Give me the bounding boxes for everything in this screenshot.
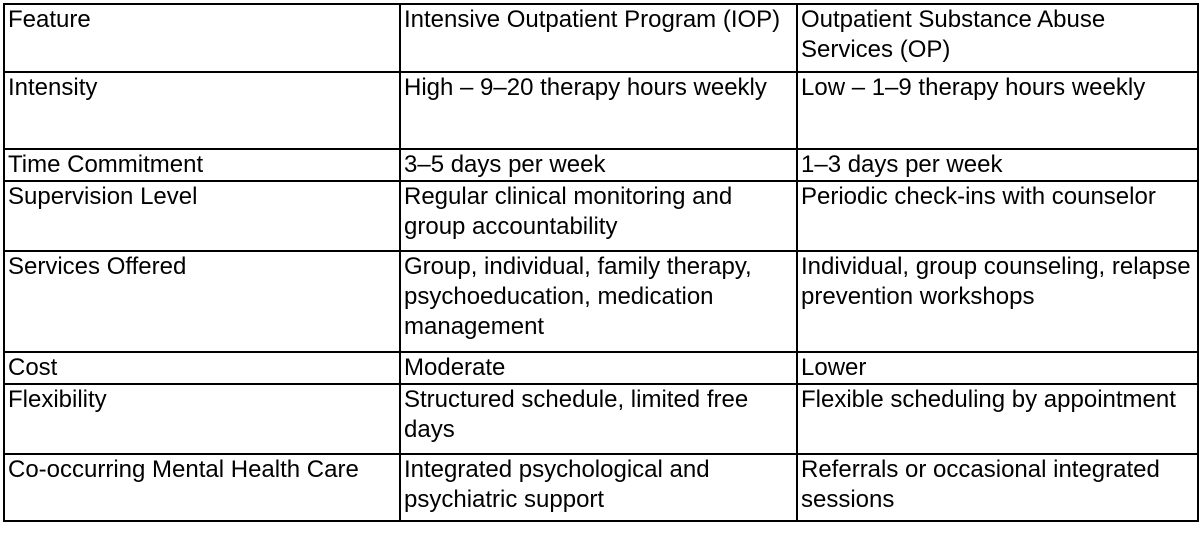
iop-cell: High – 9–20 therapy hours weekly xyxy=(400,72,797,149)
iop-cell: Structured schedule, limited free days xyxy=(400,384,797,454)
feature-cell: Flexibility xyxy=(4,384,400,454)
table-row xyxy=(4,181,1198,251)
feature-cell: Time Commitment xyxy=(4,149,400,181)
iop-cell: Integrated psychological and psychiatric support xyxy=(400,454,797,521)
op-cell: Periodic check-ins with counselor xyxy=(797,181,1198,251)
op-cell: Low – 1–9 therapy hours weekly xyxy=(797,72,1198,149)
table-row xyxy=(4,72,1198,149)
feature-cell: Cost xyxy=(4,352,400,384)
iop-cell: Group, individual, family therapy, psychoeducation, medication management xyxy=(400,251,797,352)
feature-cell: Intensity xyxy=(4,72,400,149)
iop-cell: Regular clinical monitoring and group accountability xyxy=(400,181,797,251)
feature-cell: Services Offered xyxy=(4,251,400,352)
header-cell-op: Outpatient Substance Abuse Services (OP) xyxy=(797,4,1198,72)
op-cell: 1–3 days per week xyxy=(797,149,1198,181)
comparison-table xyxy=(3,3,1199,522)
table-row xyxy=(4,251,1198,352)
op-cell: Individual, group counseling, relapse prevention workshops xyxy=(797,251,1198,352)
feature-cell: Supervision Level xyxy=(4,181,400,251)
table-row xyxy=(4,384,1198,454)
table-row xyxy=(4,149,1198,181)
op-cell: Lower xyxy=(797,352,1198,384)
table-row xyxy=(4,352,1198,384)
iop-cell: 3–5 days per week xyxy=(400,149,797,181)
op-cell: Flexible scheduling by appointment xyxy=(797,384,1198,454)
table-row xyxy=(4,454,1198,521)
op-cell: Referrals or occasional integrated sessions xyxy=(797,454,1198,521)
header-cell-iop: Intensive Outpatient Program (IOP) xyxy=(400,4,797,72)
table-header-row xyxy=(4,4,1198,72)
header-cell-feature: Feature xyxy=(4,4,400,72)
iop-cell: Moderate xyxy=(400,352,797,384)
feature-cell: Co-occurring Mental Health Care xyxy=(4,454,400,521)
